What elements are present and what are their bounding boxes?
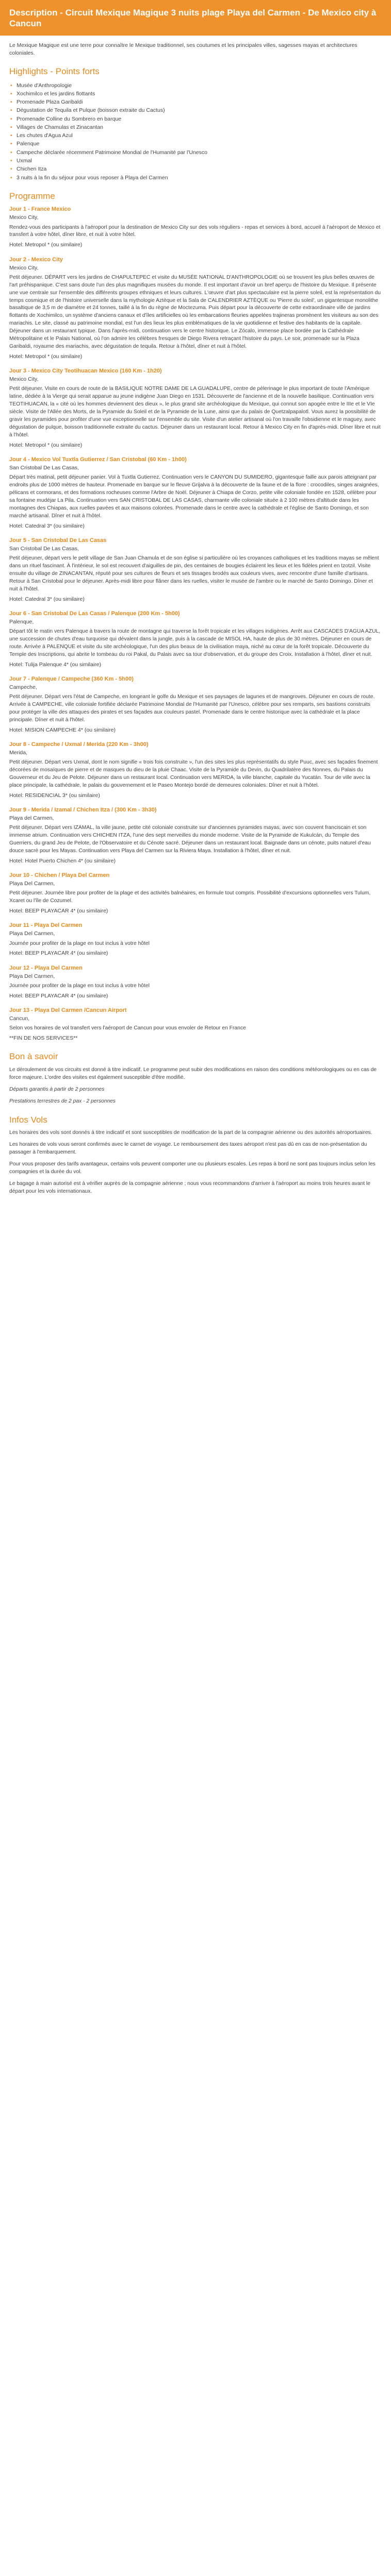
day-hotel: Hotel: Metropol * (ou similaire) [9,353,83,360]
day-location: Campeche, [9,684,37,690]
day-block [9,964,382,1000]
day-hotel: Hotel: Catedral 3* (ou similaire) [9,596,85,602]
day-hotel: Hotel: RESIDENCIAL 3* (ou similaire) [9,792,100,799]
day-title: Jour 7 - Palenque / Campeche (360 Km - 5h00) [9,676,134,682]
day-hotel: Hotel: Tulija Palenque 4* (ou similaire) [9,661,102,668]
day-hotel: Hotel: Hotel Puerto Chichen 4* (ou similaire) [9,857,116,864]
day-block [9,922,382,957]
day-location: Merida, [9,750,28,756]
itinerary [9,206,382,1042]
highlight-item: • Villages de Chamulas et Zinacantan [9,123,382,131]
highlight-item: • Musée d'Anthropologie [9,81,382,90]
day-title: Jour 11 - Playa Del Carmen [9,922,83,929]
day-block [9,256,382,361]
highlight-item: • Les chutes d'Agua Azul [9,131,382,140]
note-paragraph: Le déroulement de vos circuits est donné à titre indicatif. Le programme peut subir des modifications en raison des conditions météorologiques ou en cas de force majeure. L'ordre des visites est également susceptible d'être modifié. [9,1066,377,1080]
note-paragraph: Départs garantis à partir de 2 personnes [9,1086,105,1092]
day-location: Playa del Carmen, [9,815,54,822]
intro-text: Le Mexique Magique est une terre pour connaître le Mexique traditionnel, ses coutumes et les principales villes, sagesses mayas et architectures coloniales. [9,42,357,56]
info-paragraph: Pour vous proposer des tarifs avantageux, certains vols peuvent comporter une ou plusieurs escales. Les repas à bord ne sont pas toujours inclus selon les compagnies et la durée du vol. [9,1161,376,1175]
day-hotel: **FIN DE NOS SERVICES** [9,1035,78,1042]
day-description: Rendez-vous des participants à l'aéroport pour la destination de Mexico City sur des vols réguliers - repas et services à bord, accueil à l'aéroport de Mexico et transfert à votre hôtel, dîner libre, et nuit à votre hôtel. [9,224,381,238]
day-location: San Cristobal De Las Casas, [9,545,79,552]
day-description: Petit déjeuner. Départ vers l'état de Campeche, en longeant le golfe du Mexique et ses paysages de lagunes et de mangroves. Déjeuner en cours de route. Arrivée à CAMPECHE, ville coloniale fortifiée déclarée Patrimoine Mondial de l'Humanité par l'Unesco, célèbre pour ses remparts, ses bastions construits pour protéger la ville des attaques des pirates et ses façades aux couleurs pastel. Promenade dans le centre historique avec la cathédrale et la place principale. Dîner et nuit à l'hôtel. [9,694,375,723]
day-title: Jour 1 - France Mexico [9,206,71,213]
day-location: Playa Del Carmen, [9,880,55,887]
day-hotel: Hotel: BEEP PLAYACAR 4* (ou similaire) [9,908,108,914]
highlight-item: • Campeche déclarée récemment Patrimoine Mondial de l'Humanité par l'Unesco [9,148,382,157]
day-block [9,610,382,669]
day-title: Jour 5 - San Cristobal De Las Casas [9,537,107,544]
highlight-item: • Promenade Plaza Garibaldi [9,98,382,106]
highlight-item: • Uxmal [9,157,382,165]
day-description: Petit déjeuner. Départ vers IZAMAL, la ville jaune, petite cité coloniale construite sur d'anciennes pyramides mayas, avec son couvent franciscain et son immense atrium. Continuation vers CHICHEN ITZA, l'une des sept merveilles du monde moderne. Visite de la Pyramide de Kukulcán, du Temple des Guerriers, du grand Jeu de Pelote, de l'Observatoire et du Cénote sacré. Déjeuner dans un restaurant local. Baignade dans un cénote, puits naturel d'eau douce sacré pour les Mayas. Continuation vers Playa del Carmen sur la Riviera Maya. Installation à l'hôtel, dîner et nuit. [9,825,371,854]
day-hotel: Hotel: Metropol * (ou similaire) [9,442,83,448]
day-description: Départ très matinal, petit déjeuner panier. Vol à Tuxtla Gutierrez. Continuation vers le CANYON DU SUMIDERO, gigantesque faille aux parois atteignant par endroits plus de 1000 mètres de hauteur. Promenade en barque sur le fleuve Grijalva à la découverte de la faune et de la flore : crocodiles, singes araignées, pélicans et cormorans, et des formations rocheuses comme l'Arbre de Noël. Déjeuner à Chiapa de Corzo, petite ville coloniale fondée en 1528, célèbre pour sa fontaine mudéjar La Pila. Continuation vers SAN CRISTOBAL DE LAS CASAS, charmante ville coloniale située à 2 100 mètres d'altitude dans les montagnes des Chiapas, aux ruelles pavées et aux maisons colorées. Promenade dans le centre avec la cathédrale et l'église de Santo Domingo, et son marché artisanal. Dîner et nuit à l'hôtel. [9,474,379,519]
day-location: Playa Del Carmen, [9,930,55,937]
info-section [9,1129,382,1195]
day-description: Petit déjeuner. Visite en cours de route de la BASILIQUE NOTRE DAME DE LA GUADALUPE, centre de pèlerinage le plus important de toute l'Amérique latine, dédiée à la Vierge qui serait apparue au jeune indigène Juan Diego en 1531. Découverte de l'ancienne et de la nouvelle basilique. Continuation vers TEOTIHUACAN, la « cité où les hommes deviennent des dieux », le plus grand site archéologique du Mexique, qui connut son apogée entre le IIIe et le VIe siècle. Visite de l'Allée des Morts, de la Pyramide du Soleil et de la Pyramide de la Lune, ainsi que du palais de Quetzalpapalotl. Vous aurez la possibilité de gravir les pyramides pour profiter d'une vue exceptionnelle sur l'ensemble du site. Visite d'un atelier artisanal où l'on travaille l'obsidienne et le maguey, avec dégustation de pulque, boisson traditionnelle extraite du cactus. Déjeuner dans un restaurant local. Retour à Mexico City en fin d'après-midi. Dîner libre et nuit à l'hôtel. [9,386,381,438]
day-title: Jour 6 - San Cristobal De Las Casas / Palenque (200 Km - 5h00) [9,610,180,617]
day-title: Jour 12 - Playa Del Carmen [9,964,83,971]
day-title: Jour 8 - Campeche / Uxmal / Merida (220 Km - 3h00) [9,741,149,748]
note-section [9,1066,382,1106]
day-location: Palenque, [9,618,34,625]
note-heading: Bon à savoir [9,1052,58,1062]
day-title: Jour 2 - Mexico City [9,256,63,263]
day-hotel: Hotel: Metropol * (ou similaire) [9,242,83,248]
day-block [9,741,382,800]
page-title: Description - Circuit Mexique Magique 3 nuits plage Playa del Carmen - De Mexico city à Cancun [9,8,377,29]
day-hotel: Hotel: BEEP PLAYACAR 4* (ou similaire) [9,950,108,957]
day-title: Jour 13 - Playa Del Carmen /Cancun Airport [9,1007,127,1013]
day-description: Petit déjeuner. Journée libre pour profiter de la plage et des activités balnéaires, en formule tout compris. Possibilité d'excursions optionnelles vers Tulum, Xcaret ou l'île de Cozumel. [9,890,371,904]
highlight-item: • Promenade Colline du Sombrero en barque [9,115,382,123]
day-title: Jour 3 - Mexico City Teotihuacan Mexico (160 Km - 1h20) [9,368,162,375]
day-block [9,1007,382,1042]
main-content [0,36,391,1213]
highlight-item: • Dégustation de Tequila et Pulque (boisson extraite du Cactus) [9,106,382,114]
info-paragraph: Le bagage à main autorisé est à vérifier auprès de la compagnie aérienne ; nous vous recommandons d'arriver à l'aéroport au moins trois heures avant le départ pour les vols internationaux. [9,1180,370,1194]
day-block [9,806,382,865]
day-block [9,872,382,915]
day-block [9,456,382,530]
day-description: Petit déjeuner. Départ vers Uxmal, dont le nom signifie « trois fois construite », l'un des sites les plus représentatifs du style Puuc, avec ses façades finement décorées de mosaïques de pierre et de masques du dieu de la pluie Chaac. Visite de la Pyramide du Devin, du Quadrilatère des Nonnes, du Palais du Gouverneur et du Jeu de Pelote. Déjeuner dans un restaurant local. Continuation vers MERIDA, la ville blanche, capitale du Yucatán. Tour de ville avec la place principale, la cathédrale, le palais du gouvernement et le Paseo Montejo bordé de demeures coloniales. Dîner et nuit à l'hôtel. [9,759,378,788]
page-header [0,0,391,36]
day-hotel: Hotel: Catedral 3* (ou similaire) [9,522,85,529]
highlight-item: • Chichen Itza [9,165,382,173]
day-location: Cancun, [9,1015,30,1022]
highlight-item: • 3 nuits à la fin du séjour pour vous reposer à Playa del Carmen [9,174,382,182]
day-block [9,206,382,249]
day-description: Départ tôt le matin vers Palenque à travers la route de montagne qui traverse la forêt tropicale et les villages indigènes. Arrêt aux CASCADES D'AGUA AZUL, une succession de chutes d'eau turquoise qui dévalent dans la jungle, puis à la cascade de MISOL HA, haute de plus de 30 mètres. Déjeuner en cours de route. Arrivée à PALENQUE et visite du site archéologique, l'un des plus beaux de la civilisation maya, niché au cœur de la forêt tropicale. Découverte du Temple des Inscriptions, qui abrite le tombeau du roi Pakal, du Palais avec sa tour d'observation, et du groupe des Croix. Installation à l'hôtel, dîner et nuit. [9,629,381,657]
day-description: Petit déjeuner. DÉPART vers les jardins de CHAPULTEPEC et visite du MUSÉE NATIONAL D'ANTHROPOLOGIE où se trouvent les plus belles œuvres de l'art préhispanique. C'est sans doute l'un des plus magnifiques musées du monde. Il est important d'avoir un bref aperçu de l'histoire du Mexique. Il présente une vue centrale sur l'ensemble des différents groupes ethniques et leurs cultures. L'œuvre d'art plus spectaculaire est la pierre soleil, est la représentation du temps cosmique et de l'histoire universelle dans la mythologie Aztèque et la Sala de CALENDRIER AZTÈQUE ou 'Pierre du soleil', un gigantesque monolithe basaltique de 3,5 m de diamètre et 24 tonnes, taillé à la fin du règne de Moctezuma. Puis départ pour la découverte de cette extraordinaire ville de jardins flottants de Xochimilco, un système d'anciens canaux et d'îles artificielles où les embarcations fleuries appelées trajineras promènent les visiteurs au son des mariachis. Le site, classé au patrimoine mondial, est l'un des lieux les plus emblématiques de la vie quotidienne et festive des habitants de la capitale. Déjeuner dans un restaurant typique. Dans l'après-midi, continuation vers le centre historique. Le Zócalo, immense place bordée par la Cathédrale Métropolitaine et le Palais National, où l'on admire les célèbres fresques de Diego Rivera retraçant l'histoire du pays. Le soir, promenade sur la Plaza Garibaldi, royaume des mariachis, avec dégustation de tequila. Retour à l'hôtel, dîner et nuit à l'hôtel. [9,274,381,350]
note-paragraph: Prestations terrestres de 2 pax - 2 personnes [9,1098,116,1104]
day-title: Jour 4 - Mexico Vol Tuxtla Gutierrez / San Cristobal (60 Km - 1h00) [9,456,187,463]
day-description: Journée pour profiter de la plage en tout inclus à votre hôtel [9,940,150,946]
info-paragraph: Les horaires de vols vous seront confirmés avec le carnet de voyage. Le remboursement des taxes aéroport n'est pas dû en cas de non-présentation du passager à l'embarquement. [9,1142,367,1156]
day-hotel: Hotel: MISION CAMPECHE 4* (ou similaire) [9,726,116,733]
day-location: Mexico City, [9,214,39,221]
day-description: Journée pour profiter de la plage en tout inclus à votre hôtel [9,982,150,989]
program-heading: Programme [9,191,55,201]
info-paragraph: Les horaires des vols sont donnés à titre indicatif et sont susceptibles de modification de la part de la compagnie aérienne ou des autorités aéroportuaires. [9,1130,372,1136]
day-description: Petit déjeuner, départ vers le petit village de San Juan Chamula et de son église si particulière où les croyances catholiques et les traditions mayas se mêlent dans un rituel fascinant. À l'intérieur, le sol est recouvert d'aiguilles de pin, des centaines de bougies éclairent les lieux et les fidèles prient en tzotzil. Visite ensuite du village de ZINACANTAN, réputé pour ses cultures de fleurs et ses tissages brodés aux couleurs vives, avec rencontre d'une famille d'artisans. Retour à San Cristobal pour le déjeuner. Après-midi libre pour flâner dans les ruelles, visiter le musée de l'ambre ou le marché de Santo Domingo. Dîner et nuit à l'hôtel. [9,555,379,592]
info-heading: Infos Vols [9,1114,47,1125]
highlights-list [9,81,382,182]
highlights-heading: Highlights - Points forts [9,66,100,76]
highlight-item: • Palenque [9,140,382,148]
day-block [9,367,382,449]
day-location: Mexico City, [9,376,39,383]
day-block [9,537,382,603]
highlight-item: • Xochimilco et les jardins flottants [9,90,382,98]
day-block [9,675,382,734]
day-description: Selon vos horaires de vol transfert vers l'aéroport de Cancun pour vous envoler de Retour en France [9,1025,246,1031]
day-title: Jour 10 - Chichen / Playa Del Carmen [9,872,110,879]
day-location: San Cristobal De Las Casas, [9,464,79,471]
day-title: Jour 9 - Merida / Izamal / Chichen Itza / (300 Km - 3h30) [9,807,157,814]
day-hotel: Hotel: BEEP PLAYACAR 4* (ou similaire) [9,992,108,999]
day-location: Mexico City, [9,264,39,271]
day-location: Playa Del Carmen, [9,973,55,979]
